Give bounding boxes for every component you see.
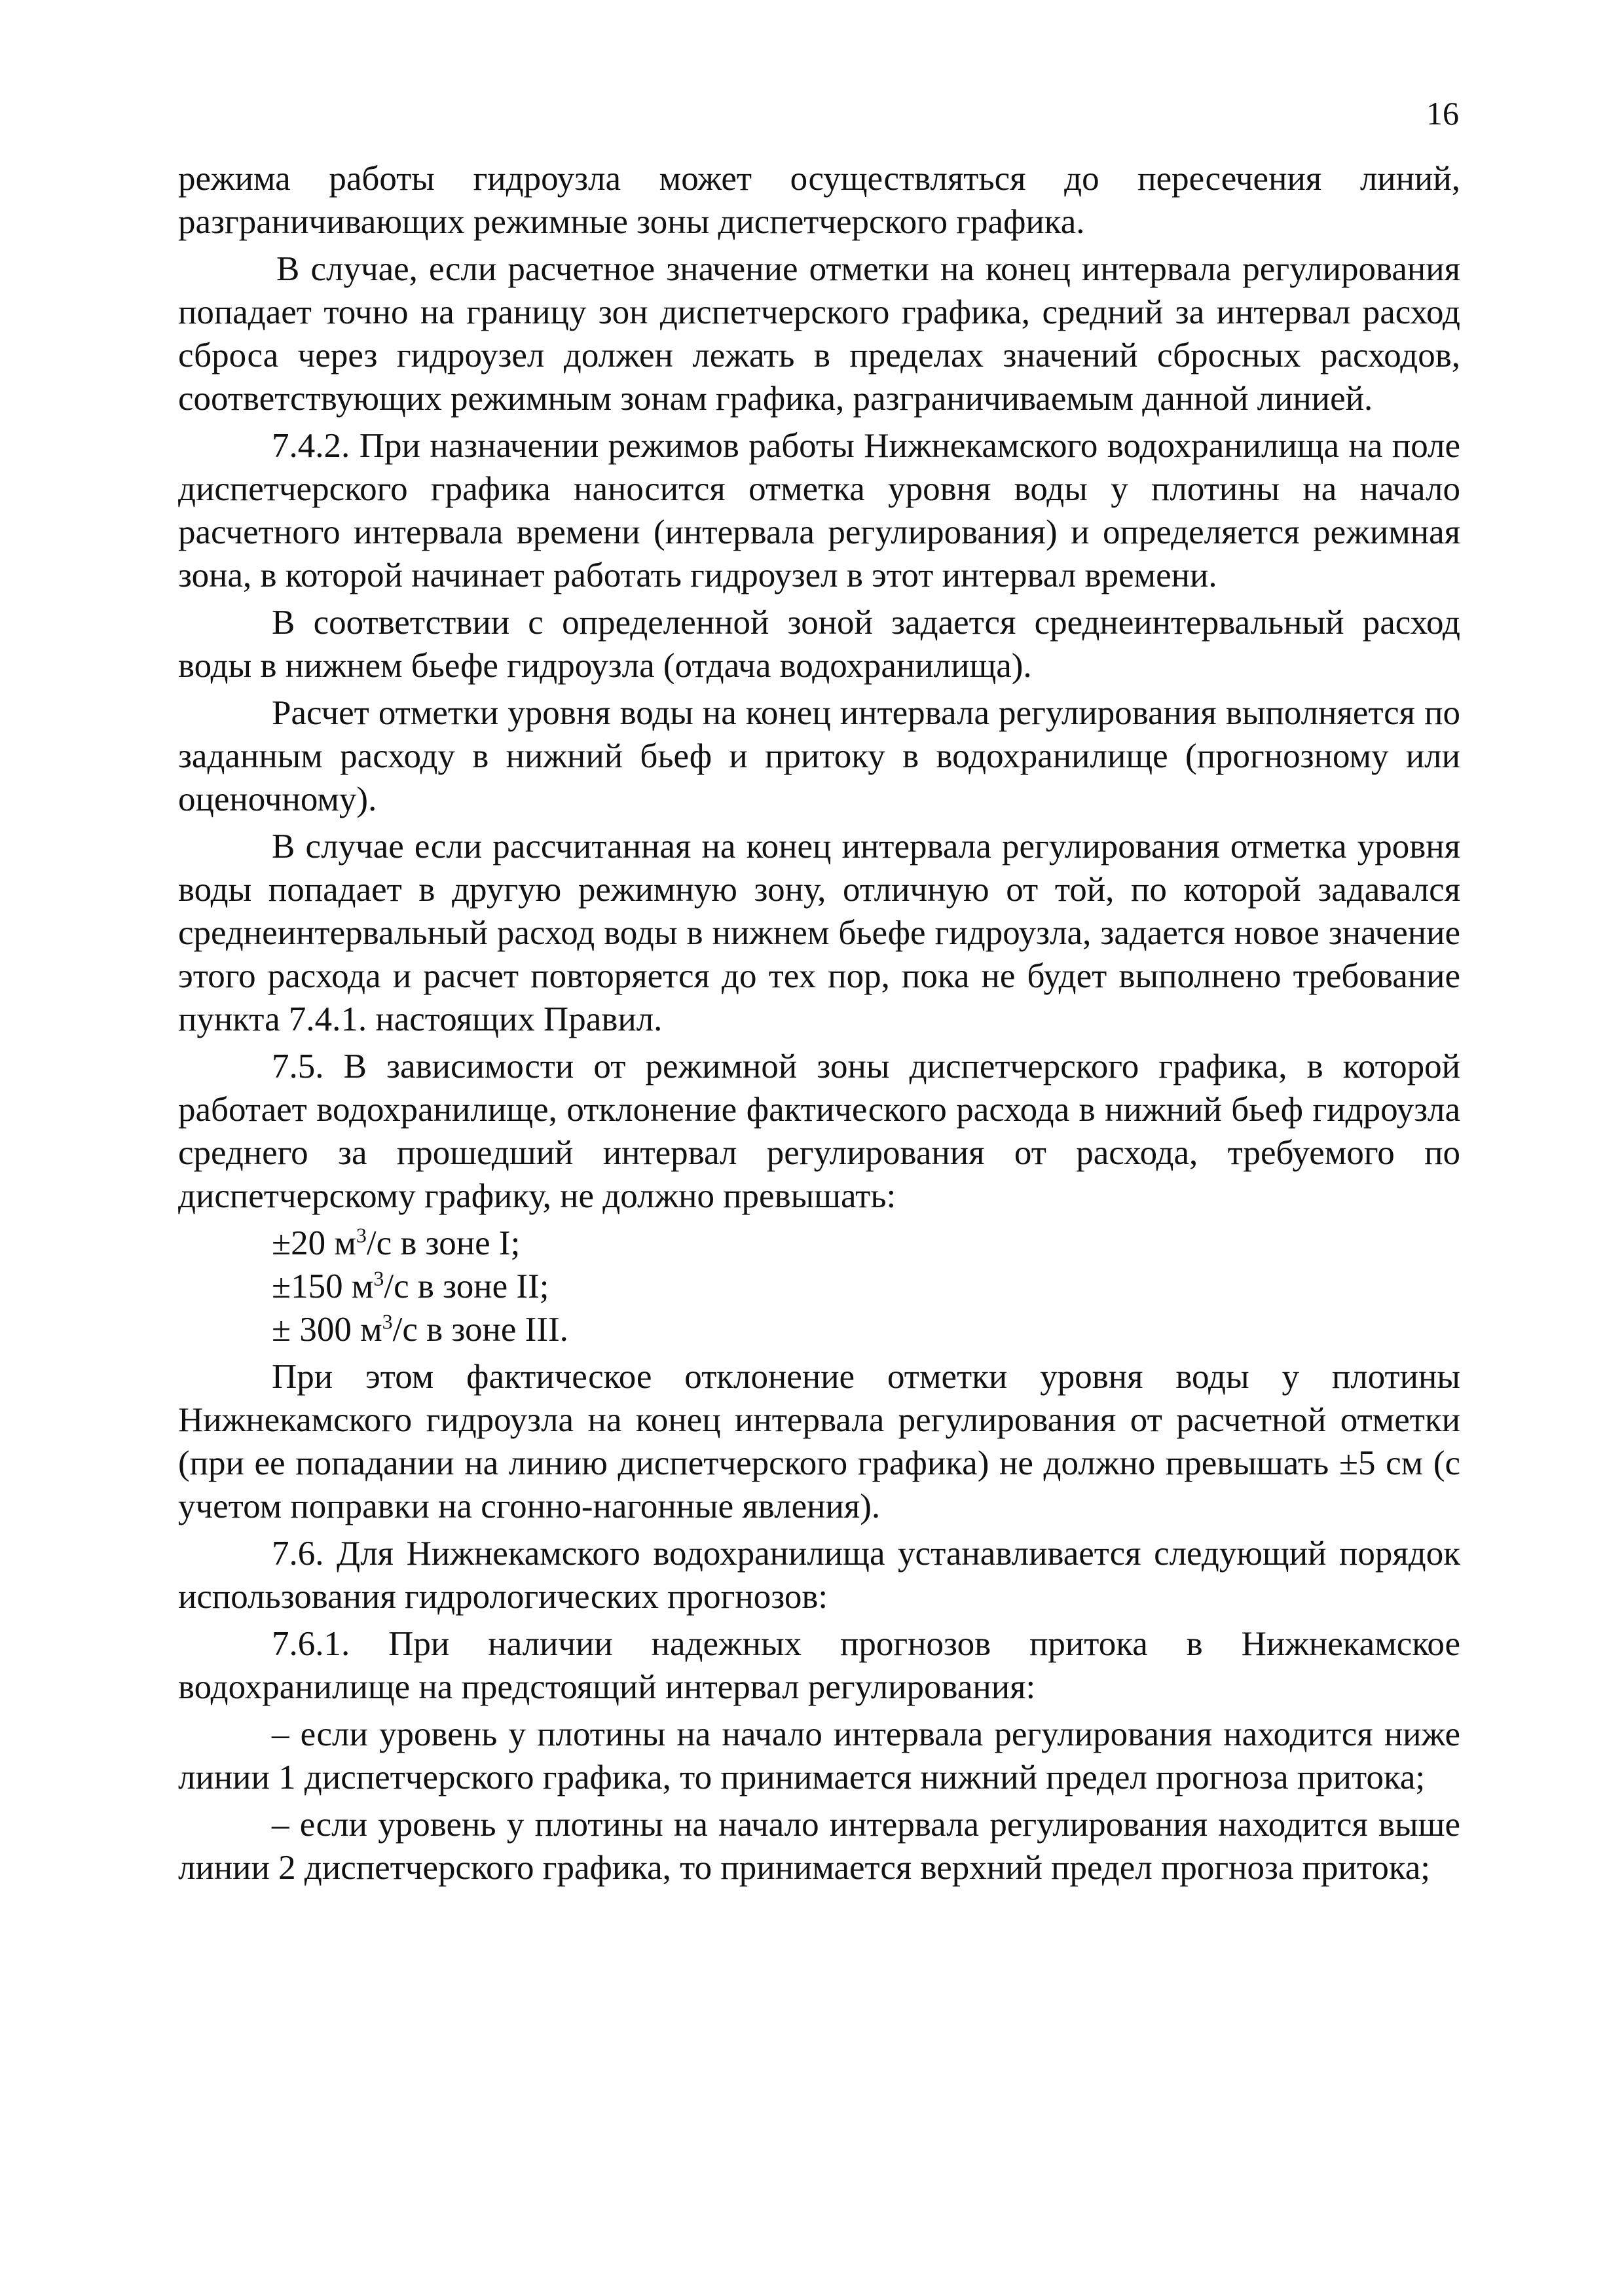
- paragraph-boundary-case: В случае, если расчетное значение отметки на конец интервала регулирования попадает точно на границу зон диспетчерского графика, средний за интервал расход сброса через гидроузел должен лежать в пределах значений сбросных расходов, соответствующих режимным зонам графика, разграничиваемым данной линией.: [178, 250, 1460, 418]
- paragraph-7-6: 7.6. Для Нижнекамского водохранилища устанавливается следующий порядок использования гидрологических прогнозов:: [178, 1535, 1460, 1616]
- paragraph-7-4-2: 7.4.2. При назначении режимов работы Нижнекамского водохранилища на поле диспетчерского графика наносится отметка уровня воды у плотины на начало расчетного интервала времени (интервала регулирования) и определяется режимная зона, в которой начинает работать гидроузел в этот интервал времени.: [178, 427, 1460, 594]
- paragraph-7-5: 7.5. В зависимости от режимной зоны диспетчерского графика, в которой работает водохранилище, отклонение фактического расхода в нижний бьеф гидроузла среднего за прошедший интервал регулирования от расхода, требуемого по диспетчерскому графику, не должно превышать:: [178, 1048, 1460, 1215]
- deviation-zone-2-exponent: 3: [373, 1266, 384, 1290]
- paragraph-7-6-1: 7.6.1. При наличии надежных прогнозов притока в Нижнекамское водохранилище на предстоящий интервал регулирования:: [178, 1625, 1460, 1706]
- deviation-zone-3-value: ± 300 м: [272, 1311, 382, 1349]
- deviation-zone-2-value: ±150 м: [272, 1267, 374, 1305]
- deviation-zone-3-unit: /с в зоне III.: [392, 1311, 568, 1349]
- deviation-zone-3: [178, 1308, 1460, 1351]
- paragraph-level-calculation: Расчет отметки уровня воды на конец интервала регулирования выполняется по заданным расходу в нижний бьеф и притоку в водохранилище (прогнозному или оценочному).: [178, 694, 1460, 818]
- deviation-zone-3-exponent: 3: [382, 1309, 393, 1334]
- deviation-zone-1-unit: /с в зоне I;: [366, 1224, 521, 1262]
- paragraph-upper-limit: – если уровень у плотины на начало интервала регулирования находится выше линии 2 диспетчерского графика, то принимается верхний предел прогноза притока;: [178, 1806, 1460, 1887]
- page-number: 16: [1426, 95, 1459, 132]
- deviation-zone-1: [178, 1222, 1460, 1265]
- paragraph-recalculation: В случае если рассчитанная на конец интервала регулирования отметка уровня воды попадает в другую режимную зону, отличную от той, по которой задавался среднеинтервальный расход воды в нижнем бьефе гидроузла, задается новое значение этого расхода и расчет повторяется до тех пор, пока не будет выполнено требование пункта 7.4.1. настоящих Правил.: [178, 828, 1460, 1038]
- paragraph-lower-limit: – если уровень у плотины на начало интервала регулирования находится ниже линии 1 диспетчерского графика, то принимается нижний предел прогноза притока;: [178, 1715, 1460, 1796]
- deviation-zone-1-value: ±20 м: [272, 1224, 356, 1262]
- deviation-zone-1-exponent: 3: [356, 1223, 367, 1247]
- document-body: [178, 157, 1460, 1893]
- paragraph-level-deviation: При этом фактическое отклонение отметки уровня воды у плотины Нижнекамского гидроузла на конец интервала регулирования от расчетной отметки (при ее попадании на линию диспетчерского графика) не должно превышать ±5 см (с учетом поправки на сгонно-нагонные явления).: [178, 1358, 1460, 1525]
- paragraph-continuation: режима работы гидроузла может осуществляться до пересечения линий, разграничивающих режимные зоны диспетчерского графика.: [178, 160, 1460, 241]
- paragraph-discharge-zone: В соответствии с определенной зоной задается среднеинтервальный расход воды в нижнем бьефе гидроузла (отдача водохранилища).: [178, 604, 1460, 685]
- deviation-zone-2: [178, 1265, 1460, 1308]
- deviation-zone-2-unit: /с в зоне II;: [384, 1267, 549, 1305]
